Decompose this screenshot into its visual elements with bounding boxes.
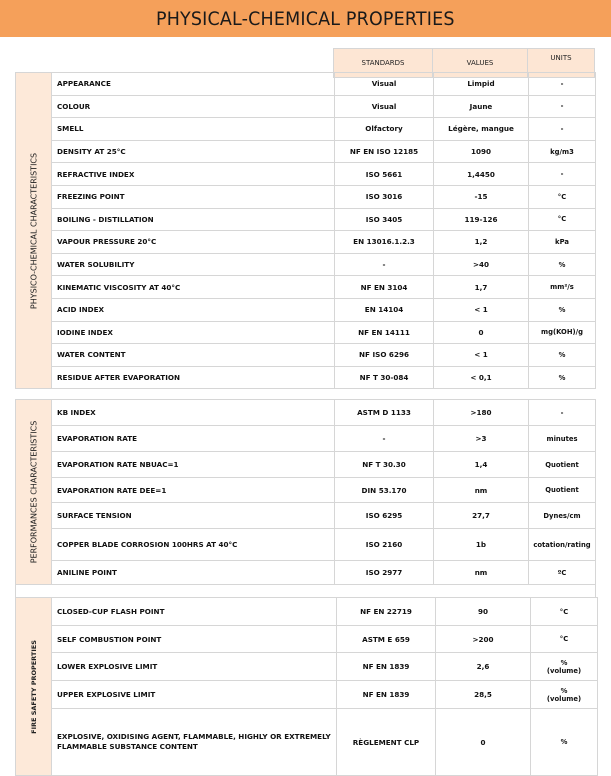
unit-cell: kg/m3 — [529, 140, 596, 163]
standard-cell: ISO 3405 — [335, 208, 434, 231]
value-cell: 90 — [436, 598, 531, 626]
value-cell: 0 — [434, 321, 529, 344]
value-cell: 28,5 — [436, 681, 531, 709]
unit-cell: % — [529, 253, 596, 276]
property-name: DENSITY AT 25°C — [52, 140, 335, 163]
unit-cell: cotation/rating — [529, 529, 596, 561]
table-row — [16, 626, 598, 653]
unit-cell: ºC — [529, 561, 596, 585]
standard-cell: NF EN ISO 12185 — [335, 140, 434, 163]
value-cell: 27,7 — [434, 503, 529, 529]
table-row — [16, 653, 598, 681]
unit-cell: - — [529, 73, 596, 96]
spacer-row — [16, 585, 596, 598]
value-cell: 1,4 — [434, 452, 529, 478]
value-cell: 1090 — [434, 140, 529, 163]
unit-cell: % — [531, 709, 598, 776]
table-row — [16, 321, 596, 344]
property-name: LOWER EXPLOSIVE LIMIT — [52, 653, 337, 681]
standard-cell: RÈGLEMENT CLP — [337, 709, 436, 776]
unit-cell: - — [529, 118, 596, 141]
property-name: RESIDUE AFTER EVAPORATION — [52, 366, 335, 389]
property-name: SELF COMBUSTION POINT — [52, 626, 337, 653]
value-cell: < 0,1 — [434, 366, 529, 389]
property-name: COPPER BLADE CORROSION 100HRS AT 40°C — [52, 529, 335, 561]
value-cell: -15 — [434, 185, 529, 208]
unit-cell: Quotient — [529, 452, 596, 478]
table-row — [16, 208, 596, 231]
property-name: EVAPORATION RATE — [52, 426, 335, 452]
table-row — [16, 185, 596, 208]
column-header-standards: STANDARDS — [334, 49, 433, 78]
standard-cell: - — [335, 426, 434, 452]
unit-cell: °C — [531, 626, 598, 653]
value-cell: Jaune — [434, 95, 529, 118]
value-cell: >180 — [434, 400, 529, 426]
standard-cell: EN 14104 — [335, 298, 434, 321]
unit-cell — [531, 681, 598, 709]
table-row — [16, 344, 596, 367]
value-cell: Légère, mangue — [434, 118, 529, 141]
property-name: SMELL — [52, 118, 335, 141]
standard-cell: NF EN 1839 — [337, 681, 436, 709]
value-cell: Limpid — [434, 73, 529, 96]
standard-cell: ASTM E 659 — [337, 626, 436, 653]
value-cell: 1,4450 — [434, 163, 529, 186]
unit-qualifier: (volume) — [546, 666, 582, 675]
property-name: VAPOUR PRESSURE 20°C — [52, 231, 335, 254]
value-cell: 0 — [436, 709, 531, 776]
table-row — [16, 503, 596, 529]
value-cell: >200 — [436, 626, 531, 653]
unit-cell: - — [529, 400, 596, 426]
value-cell: 1,2 — [434, 231, 529, 254]
value-cell: 1,7 — [434, 276, 529, 299]
property-name: ACID INDEX — [52, 298, 335, 321]
page-title-bar — [0, 0, 611, 37]
property-name: EVAPORATION RATE DEE=1 — [52, 478, 335, 503]
property-name: WATER SOLUBILITY — [52, 253, 335, 276]
unit-symbol: % — [560, 658, 568, 667]
value-cell: nm — [434, 478, 529, 503]
column-header-units: UNITS — [528, 49, 595, 78]
unit-cell: % — [529, 366, 596, 389]
value-cell: 2,6 — [436, 653, 531, 681]
table-row — [16, 426, 596, 452]
standard-cell: NF EN 3104 — [335, 276, 434, 299]
property-name: WATER CONTENT — [52, 344, 335, 367]
standard-cell: EN 13016.1.2.3 — [335, 231, 434, 254]
unit-cell: °C — [529, 208, 596, 231]
section-fire-safety — [15, 597, 598, 776]
property-name: UPPER EXPLOSIVE LIMIT — [52, 681, 337, 709]
standard-cell: ISO 5661 — [335, 163, 434, 186]
property-name: KINEMATIC VISCOSITY AT 40°C — [52, 276, 335, 299]
table-row — [16, 163, 596, 186]
unit-cell: °C — [531, 598, 598, 626]
table-row — [16, 73, 596, 96]
table-row — [16, 95, 596, 118]
property-name: IODINE INDEX — [52, 321, 335, 344]
standard-cell: ISO 6295 — [335, 503, 434, 529]
fire-safety-label: FIRE SAFETY PROPERTIES — [29, 639, 38, 734]
section-side-label — [16, 73, 52, 389]
table-row — [16, 681, 598, 709]
unit-cell: Quotient — [529, 478, 596, 503]
unit-symbol: % — [560, 686, 568, 695]
physico-chemical-label: PHYSICO-CHEMICAL CHARACTERISTICS — [29, 152, 38, 309]
table-row — [16, 366, 596, 389]
property-name: APPEARANCE — [52, 73, 335, 96]
property-name: REFRACTIVE INDEX — [52, 163, 335, 186]
value-cell: >3 — [434, 426, 529, 452]
table-row — [16, 140, 596, 163]
value-cell: >40 — [434, 253, 529, 276]
property-name: SURFACE TENSION — [52, 503, 335, 529]
value-cell: 119-126 — [434, 208, 529, 231]
standard-cell: DIN 53.170 — [335, 478, 434, 503]
standard-cell: NF EN 14111 — [335, 321, 434, 344]
table-row — [16, 478, 596, 503]
section-physico-chemical — [15, 72, 596, 389]
standard-cell: NF T 30.30 — [335, 452, 434, 478]
table-row — [16, 598, 598, 626]
property-name: EVAPORATION RATE NBUAC=1 — [52, 452, 335, 478]
unit-cell: °C — [529, 185, 596, 208]
property-name: CLOSED-CUP FLASH POINT — [52, 598, 337, 626]
unit-cell: mm²/s — [529, 276, 596, 299]
standard-cell: ASTM D 1133 — [335, 400, 434, 426]
standard-cell: NF T 30-084 — [335, 366, 434, 389]
unit-cell: Dynes/cm — [529, 503, 596, 529]
table-row — [16, 298, 596, 321]
property-name: FREEZING POINT — [52, 185, 335, 208]
section-performances — [15, 399, 596, 598]
page-title: PHYSICAL-CHEMICAL PROPERTIES — [156, 7, 455, 30]
standard-cell: NF EN 22719 — [337, 598, 436, 626]
unit-cell: minutes — [529, 426, 596, 452]
section-side-label — [16, 400, 52, 585]
value-cell: nm — [434, 561, 529, 585]
property-name: ANILINE POINT — [52, 561, 335, 585]
unit-cell: % — [529, 298, 596, 321]
table-row — [16, 276, 596, 299]
table-row — [16, 400, 596, 426]
table-row — [16, 118, 596, 141]
spacer-cell — [16, 585, 596, 598]
table-row — [16, 253, 596, 276]
standard-cell: Olfactory — [335, 118, 434, 141]
property-name: COLOUR — [52, 95, 335, 118]
value-cell: 1b — [434, 529, 529, 561]
standard-cell: NF ISO 6296 — [335, 344, 434, 367]
standard-cell: ISO 2977 — [335, 561, 434, 585]
property-name: EXPLOSIVE, OXIDISING AGENT, FLAMMABLE, HIGHLY OR EXTREMELY FLAMMABLE SUBSTANCE CONTENT — [52, 709, 337, 776]
standard-cell: ISO 3016 — [335, 185, 434, 208]
table-row — [16, 709, 598, 776]
standard-cell: Visual — [335, 73, 434, 96]
unit-cell: mg(KOH)/g — [529, 321, 596, 344]
column-header-values: VALUES — [433, 49, 528, 78]
value-cell: < 1 — [434, 344, 529, 367]
table-row — [16, 452, 596, 478]
section-side-label — [16, 598, 52, 776]
standard-cell: ISO 2160 — [335, 529, 434, 561]
unit-cell — [531, 653, 598, 681]
unit-cell: - — [529, 95, 596, 118]
value-cell: < 1 — [434, 298, 529, 321]
performances-label: PERFORMANCES CHARACTERISTICS — [29, 420, 38, 564]
table-row — [16, 529, 596, 561]
unit-qualifier: (volume) — [546, 694, 582, 703]
table-row — [16, 231, 596, 254]
unit-cell: % — [529, 344, 596, 367]
standard-cell: NF EN 1839 — [337, 653, 436, 681]
unit-cell: kPa — [529, 231, 596, 254]
table-row — [16, 561, 596, 585]
property-name: KB INDEX — [52, 400, 335, 426]
unit-cell: - — [529, 163, 596, 186]
standard-cell: Visual — [335, 95, 434, 118]
property-name: BOILING - DISTILLATION — [52, 208, 335, 231]
standard-cell: - — [335, 253, 434, 276]
